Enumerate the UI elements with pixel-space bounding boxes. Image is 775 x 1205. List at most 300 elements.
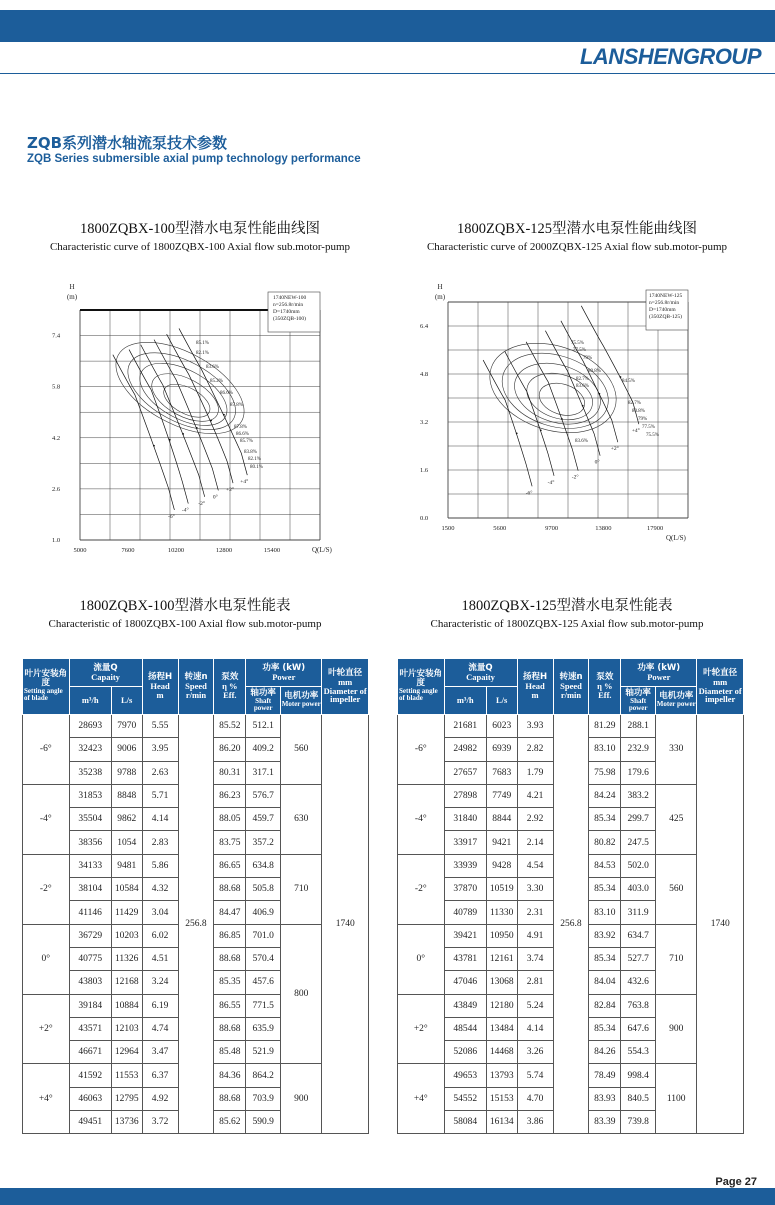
head: 4.54 xyxy=(517,854,553,877)
col-flow-ls: L/s xyxy=(486,687,517,715)
shaft-power: 763.8 xyxy=(621,994,656,1017)
flow-m3h: 31840 xyxy=(444,808,486,831)
motor-power: 710 xyxy=(281,854,322,924)
col-flow: 流量Q Capaity xyxy=(444,659,517,687)
angle-label: 0° xyxy=(594,459,600,466)
efficiency: 83.92 xyxy=(589,924,621,947)
efficiency-label: 86.6% xyxy=(220,391,233,396)
head: 2.82 xyxy=(517,738,553,761)
head: 4.32 xyxy=(142,878,178,901)
efficiency: 88.68 xyxy=(214,947,246,970)
section-title-en: ZQB Series submersible axial pump technology performance xyxy=(27,153,361,165)
shaft-power: 634.7 xyxy=(621,924,656,947)
shaft-power: 317.1 xyxy=(246,761,281,784)
efficiency: 82.84 xyxy=(589,994,621,1017)
efficiency: 85.62 xyxy=(214,1111,246,1134)
efficiency: 84.47 xyxy=(214,901,246,924)
chart-title-cn: 1800ZQBX-100型潜水电泵性能曲线图 xyxy=(79,221,321,237)
efficiency: 83.39 xyxy=(589,1111,621,1134)
series-line xyxy=(154,340,218,491)
head: 3.47 xyxy=(142,1041,178,1064)
table-title-cn: 1800ZQBX-125型潜水电泵性能表 xyxy=(461,598,673,614)
efficiency: 80.82 xyxy=(589,831,621,854)
efficiency: 80.31 xyxy=(214,761,246,784)
flow-m3h: 36729 xyxy=(69,924,111,947)
flow-ls: 9006 xyxy=(111,738,142,761)
efficiency-label: 83.6% xyxy=(206,365,219,370)
blade-angle: -4° xyxy=(23,784,70,854)
y-tick-label: 7.4 xyxy=(52,332,61,340)
col-flow: 流量Q Capaity xyxy=(69,659,142,687)
efficiency: 85.34 xyxy=(589,947,621,970)
flow-m3h: 40775 xyxy=(69,947,111,970)
flow-m3h: 27898 xyxy=(444,784,486,807)
data-point xyxy=(516,433,518,435)
motor-power: 900 xyxy=(656,994,697,1064)
head: 3.74 xyxy=(517,947,553,970)
flow-m3h: 24982 xyxy=(444,738,486,761)
head: 6.02 xyxy=(142,924,178,947)
flow-m3h: 33939 xyxy=(444,854,486,877)
efficiency-label: 79% xyxy=(583,356,593,361)
head: 3.04 xyxy=(142,901,178,924)
head: 3.24 xyxy=(142,971,178,994)
performance-table-125 xyxy=(397,658,744,1134)
series-line xyxy=(113,355,175,510)
flow-m3h: 31853 xyxy=(69,784,111,807)
efficiency-label: 82.7% xyxy=(628,401,641,406)
shaft-power: 998.4 xyxy=(621,1064,656,1087)
shaft-power: 701.0 xyxy=(246,924,281,947)
x-tick-label: 12800 xyxy=(215,547,233,554)
y-tick-label: 2.6 xyxy=(52,485,61,493)
col-power: 功率 (kW) Power xyxy=(246,659,322,687)
col-flow-m3h: m³/h xyxy=(444,687,486,715)
x-tick-label: 5600 xyxy=(493,525,507,532)
blade-angle: +2° xyxy=(398,994,445,1064)
efficiency-label: 84.5% xyxy=(622,379,635,384)
flow-ls: 7970 xyxy=(111,715,142,738)
efficiency: 85.34 xyxy=(589,808,621,831)
flow-ls: 9481 xyxy=(111,854,142,877)
x-tick-label: 9700 xyxy=(545,525,559,532)
efficiency: 88.05 xyxy=(214,808,246,831)
flow-ls: 8848 xyxy=(111,784,142,807)
efficiency-label: 85.7% xyxy=(240,439,253,444)
efficiency-label: 82.1% xyxy=(248,457,261,462)
series-line xyxy=(581,306,639,424)
head: 2.92 xyxy=(517,808,553,831)
efficiency: 84.36 xyxy=(214,1064,246,1087)
efficiency: 84.53 xyxy=(589,854,621,877)
col-shaft-power: 轴功率 Shaft power xyxy=(621,687,656,715)
blade-angle: -2° xyxy=(398,854,445,924)
motor-power: 560 xyxy=(656,854,697,924)
chart-title-2 xyxy=(392,217,762,253)
efficiency-contour xyxy=(159,377,216,424)
flow-ls: 13484 xyxy=(486,1017,517,1040)
efficiency-label: 83.8% xyxy=(244,450,257,455)
col-dia: 叶轮直径 mm Diameter of impeller xyxy=(697,659,744,715)
table-title-2 xyxy=(392,594,742,630)
y-tick-label: 6.4 xyxy=(420,323,429,330)
y-axis-label: H xyxy=(69,283,75,291)
flow-ls: 9862 xyxy=(111,808,142,831)
blade-angle: +4° xyxy=(23,1064,70,1134)
x-tick-label: 5000 xyxy=(73,547,87,554)
blade-angle: +4° xyxy=(398,1064,445,1134)
efficiency-label: 77.5% xyxy=(573,348,586,353)
efficiency-label: 75.5% xyxy=(571,341,584,346)
flow-ls: 9421 xyxy=(486,831,517,854)
efficiency: 88.68 xyxy=(214,1087,246,1110)
shaft-power: 409.2 xyxy=(246,738,281,761)
flow-ls: 12168 xyxy=(111,971,142,994)
head: 4.91 xyxy=(517,924,553,947)
flow-ls: 11429 xyxy=(111,901,142,924)
flow-m3h: 49451 xyxy=(69,1111,111,1134)
head: 5.74 xyxy=(517,1064,553,1087)
flow-m3h: 35504 xyxy=(69,808,111,831)
head: 1.79 xyxy=(517,761,553,784)
shaft-power: 864.2 xyxy=(246,1064,281,1087)
legend-line: (350ZQB-125) xyxy=(649,314,682,320)
y-tick-label: 3.2 xyxy=(420,419,429,426)
efficiency-label: 85.1% xyxy=(196,341,209,346)
brand-logo: LANSHENGROUP xyxy=(579,44,761,69)
flow-ls: 10950 xyxy=(486,924,517,947)
efficiency: 85.34 xyxy=(589,1017,621,1040)
efficiency-label: 77.5% xyxy=(642,425,655,430)
flow-ls: 12103 xyxy=(111,1017,142,1040)
shaft-power: 383.2 xyxy=(621,784,656,807)
flow-m3h: 46671 xyxy=(69,1041,111,1064)
impeller-diameter: 1740 xyxy=(697,715,744,1134)
efficiency: 84.26 xyxy=(589,1041,621,1064)
impeller-diameter: 1740 xyxy=(322,715,369,1134)
col-eff: 泵效 η % Eff. xyxy=(214,659,246,715)
chart-1800zqbx-100 xyxy=(50,278,390,578)
col-angle: 叶片安装角度 Setting angle of blade xyxy=(23,659,70,715)
head: 2.63 xyxy=(142,761,178,784)
head: 4.92 xyxy=(142,1087,178,1110)
shaft-power: 576.7 xyxy=(246,784,281,807)
shaft-power: 459.7 xyxy=(246,808,281,831)
table-title-en: Characteristic of 1800ZQBX-125 Axial flow sub.motor-pump xyxy=(430,618,704,630)
head: 3.72 xyxy=(142,1111,178,1134)
motor-power: 630 xyxy=(281,784,322,854)
flow-m3h: 52086 xyxy=(444,1041,486,1064)
col-shaft-power: 轴功率 Shaft power xyxy=(246,687,281,715)
flow-ls: 1054 xyxy=(111,831,142,854)
shaft-power: 357.2 xyxy=(246,831,281,854)
shaft-power: 840.5 xyxy=(621,1087,656,1110)
motor-power: 900 xyxy=(281,1064,322,1134)
y-axis-label: H xyxy=(437,283,443,291)
motor-power: 330 xyxy=(656,715,697,785)
flow-m3h: 28693 xyxy=(69,715,111,738)
y-tick-label: 4.2 xyxy=(52,434,61,442)
shaft-power: 406.9 xyxy=(246,901,281,924)
flow-m3h: 21681 xyxy=(444,715,486,738)
blade-angle: 0° xyxy=(398,924,445,994)
shaft-power: 570.4 xyxy=(246,947,281,970)
x-axis-label: Q(L/S) xyxy=(312,546,332,554)
head: 2.83 xyxy=(142,831,178,854)
top-bar xyxy=(0,10,775,42)
shaft-power: 232.9 xyxy=(621,738,656,761)
efficiency: 85.35 xyxy=(214,971,246,994)
data-point xyxy=(620,376,622,378)
chart-title-en: Characteristic curve of 2000ZQBX-125 Axial flow sub.motor-pump xyxy=(426,241,728,253)
legend-line: D=1740mm xyxy=(649,307,676,313)
chart-title-en: Characteristic curve of 1800ZQBX-100 Axial flow sub.motor-pump xyxy=(49,241,351,253)
shaft-power: 647.6 xyxy=(621,1017,656,1040)
efficiency: 83.10 xyxy=(589,901,621,924)
flow-ls: 9428 xyxy=(486,854,517,877)
head: 4.21 xyxy=(517,784,553,807)
flow-ls: 13793 xyxy=(486,1064,517,1087)
angle-label: 0° xyxy=(212,494,218,501)
efficiency: 85.48 xyxy=(214,1041,246,1064)
flow-m3h: 38104 xyxy=(69,878,111,901)
shaft-power: 299.7 xyxy=(621,808,656,831)
angle-label: -6° xyxy=(168,513,175,520)
head: 4.51 xyxy=(142,947,178,970)
legend-line: n=256.8r/min xyxy=(649,300,680,306)
efficiency: 83.93 xyxy=(589,1087,621,1110)
data-point xyxy=(223,414,225,416)
flow-m3h: 41146 xyxy=(69,901,111,924)
shaft-power: 554.3 xyxy=(621,1041,656,1064)
table-title-cn: 1800ZQBX-100型潜水电泵性能表 xyxy=(79,598,291,614)
legend-line: n=256.8r/min xyxy=(273,302,304,308)
flow-ls: 13736 xyxy=(111,1111,142,1134)
efficiency-label: 79% xyxy=(638,417,648,422)
flow-m3h: 37870 xyxy=(444,878,486,901)
motor-power: 1100 xyxy=(656,1064,697,1134)
flow-m3h: 48544 xyxy=(444,1017,486,1040)
flow-m3h: 49653 xyxy=(444,1064,486,1087)
flow-m3h: 43849 xyxy=(444,994,486,1017)
shaft-power: 311.9 xyxy=(621,901,656,924)
flow-ls: 11326 xyxy=(111,947,142,970)
efficiency-label: 82.7% xyxy=(576,377,589,382)
flow-ls: 12795 xyxy=(111,1087,142,1110)
col-flow-ls: L/s xyxy=(111,687,142,715)
speed: 256.8 xyxy=(553,715,589,1134)
shaft-power: 527.7 xyxy=(621,947,656,970)
head: 3.95 xyxy=(142,738,178,761)
efficiency: 78.49 xyxy=(589,1064,621,1087)
efficiency: 88.68 xyxy=(214,878,246,901)
col-head: 扬程H Head m xyxy=(142,659,178,715)
x-tick-label: 10200 xyxy=(167,547,185,554)
col-power: 功率 (kW) Power xyxy=(621,659,697,687)
shaft-power: 739.8 xyxy=(621,1111,656,1134)
flow-ls: 10203 xyxy=(111,924,142,947)
data-point xyxy=(182,433,184,435)
efficiency: 81.29 xyxy=(589,715,621,738)
head: 5.55 xyxy=(142,715,178,738)
head: 5.71 xyxy=(142,784,178,807)
y-tick-label: 4.8 xyxy=(420,371,429,378)
blade-angle: 0° xyxy=(23,924,70,994)
head: 6.19 xyxy=(142,994,178,1017)
x-axis-label: Q(L/S) xyxy=(666,534,686,542)
shaft-power: 634.8 xyxy=(246,854,281,877)
efficiency: 83.75 xyxy=(214,831,246,854)
series-line xyxy=(526,342,578,471)
flow-ls: 15153 xyxy=(486,1087,517,1110)
efficiency-label: 83.6% xyxy=(575,439,588,444)
flow-ls: 9788 xyxy=(111,761,142,784)
y-tick-label: 5.8 xyxy=(52,383,61,391)
efficiency: 83.10 xyxy=(589,738,621,761)
data-point xyxy=(540,430,542,432)
efficiency-label: 85.2% xyxy=(210,379,223,384)
data-point xyxy=(582,405,584,407)
head: 4.14 xyxy=(142,808,178,831)
col-eff: 泵效 η % Eff. xyxy=(589,659,621,715)
angle-label: -4° xyxy=(547,479,555,486)
y-axis-unit: (m) xyxy=(434,293,446,301)
y-axis-unit: (m) xyxy=(66,293,78,301)
flow-m3h: 47046 xyxy=(444,971,486,994)
flow-m3h: 27657 xyxy=(444,761,486,784)
motor-power: 425 xyxy=(656,784,697,854)
efficiency: 86.55 xyxy=(214,994,246,1017)
col-angle: 叶片安装角度 Setting angle of blade xyxy=(398,659,445,715)
angle-label: -2° xyxy=(198,500,206,507)
efficiency-label: 82.1% xyxy=(196,351,209,356)
shaft-power: 288.1 xyxy=(621,715,656,738)
shaft-power: 512.1 xyxy=(246,715,281,738)
legend-line: (350ZQB-100) xyxy=(273,316,306,322)
flow-m3h: 32423 xyxy=(69,738,111,761)
head: 3.93 xyxy=(517,715,553,738)
legend-line: 1740NEW-100 xyxy=(273,295,307,301)
flow-m3h: 43571 xyxy=(69,1017,111,1040)
legend-line: D=1740mm xyxy=(273,309,300,315)
flow-m3h: 35238 xyxy=(69,761,111,784)
flow-ls: 11553 xyxy=(111,1064,142,1087)
head: 2.81 xyxy=(517,971,553,994)
flow-ls: 10584 xyxy=(111,878,142,901)
motor-power: 560 xyxy=(281,715,322,785)
chart-1800zqbx-125 xyxy=(418,278,758,548)
angle-label: +4° xyxy=(240,479,249,486)
blade-angle: -6° xyxy=(398,715,445,785)
data-point xyxy=(210,420,212,422)
col-flow-m3h: m³/h xyxy=(69,687,111,715)
legend-line: 1740NEW-125 xyxy=(649,293,683,299)
flow-m3h: 58084 xyxy=(444,1111,486,1134)
flow-m3h: 41592 xyxy=(69,1064,111,1087)
head: 4.74 xyxy=(142,1017,178,1040)
table-title-1 xyxy=(20,594,350,630)
angle-label: +2° xyxy=(225,487,235,494)
flow-ls: 7683 xyxy=(486,761,517,784)
blade-angle: -4° xyxy=(398,784,445,854)
flow-ls: 16134 xyxy=(486,1111,517,1134)
flow-ls: 10884 xyxy=(111,994,142,1017)
flow-ls: 6939 xyxy=(486,738,517,761)
x-tick-label: 7600 xyxy=(121,547,135,554)
col-head: 扬程H Head m xyxy=(517,659,553,715)
head: 4.14 xyxy=(517,1017,553,1040)
data-point xyxy=(169,439,171,441)
efficiency-label: 87.8% xyxy=(230,403,243,408)
flow-ls: 7749 xyxy=(486,784,517,807)
flow-m3h: 34133 xyxy=(69,854,111,877)
x-tick-label: 15400 xyxy=(263,547,281,554)
angle-label: -6° xyxy=(525,490,533,497)
blade-angle: +2° xyxy=(23,994,70,1064)
x-tick-label: 1500 xyxy=(441,525,455,532)
flow-m3h: 33917 xyxy=(444,831,486,854)
flow-ls: 14468 xyxy=(486,1041,517,1064)
efficiency-label: 86.6% xyxy=(236,432,249,437)
x-tick-label: 13800 xyxy=(595,525,612,532)
head: 4.70 xyxy=(517,1087,553,1110)
flow-m3h: 43781 xyxy=(444,947,486,970)
efficiency: 84.04 xyxy=(589,971,621,994)
head: 5.24 xyxy=(517,994,553,1017)
efficiency-label: 80.8% xyxy=(588,369,601,374)
y-tick-label: 1.0 xyxy=(52,537,61,544)
flow-ls: 13068 xyxy=(486,971,517,994)
shaft-power: 635.9 xyxy=(246,1017,281,1040)
head: 3.26 xyxy=(517,1041,553,1064)
table-row xyxy=(23,715,369,738)
flow-m3h: 40789 xyxy=(444,901,486,924)
flow-m3h: 39184 xyxy=(69,994,111,1017)
table-title-en: Characteristic of 1800ZQBX-100 Axial flow sub.motor-pump xyxy=(48,618,322,630)
shaft-power: 432.6 xyxy=(621,971,656,994)
efficiency: 85.34 xyxy=(589,878,621,901)
flow-ls: 12161 xyxy=(486,947,517,970)
x-tick-label: 17900 xyxy=(647,525,664,532)
shaft-power: 502.0 xyxy=(621,854,656,877)
data-point xyxy=(153,445,155,447)
blade-angle: -6° xyxy=(23,715,70,785)
data-point xyxy=(598,393,600,395)
series-line xyxy=(483,360,532,486)
shaft-power: 590.9 xyxy=(246,1111,281,1134)
efficiency: 84.24 xyxy=(589,784,621,807)
head: 2.31 xyxy=(517,901,553,924)
series-line xyxy=(179,328,247,475)
y-tick-label: 1.6 xyxy=(420,467,429,474)
shaft-power: 247.5 xyxy=(621,831,656,854)
page-number: Page 27 xyxy=(715,1176,757,1188)
speed: 256.8 xyxy=(178,715,214,1134)
flow-ls: 8844 xyxy=(486,808,517,831)
table-row xyxy=(398,715,744,738)
section-title-cn: ZQB系列潜水轴流泵技术参数 xyxy=(27,134,228,152)
flow-ls: 6023 xyxy=(486,715,517,738)
data-point xyxy=(196,427,198,429)
flow-m3h: 54552 xyxy=(444,1087,486,1110)
angle-label: +2° xyxy=(610,446,619,453)
shaft-power: 505.8 xyxy=(246,878,281,901)
angle-label: -4° xyxy=(181,507,189,514)
y-tick-label: 0.0 xyxy=(420,515,429,522)
data-point xyxy=(561,418,563,420)
efficiency: 86.20 xyxy=(214,738,246,761)
performance-table-100 xyxy=(22,658,369,1134)
